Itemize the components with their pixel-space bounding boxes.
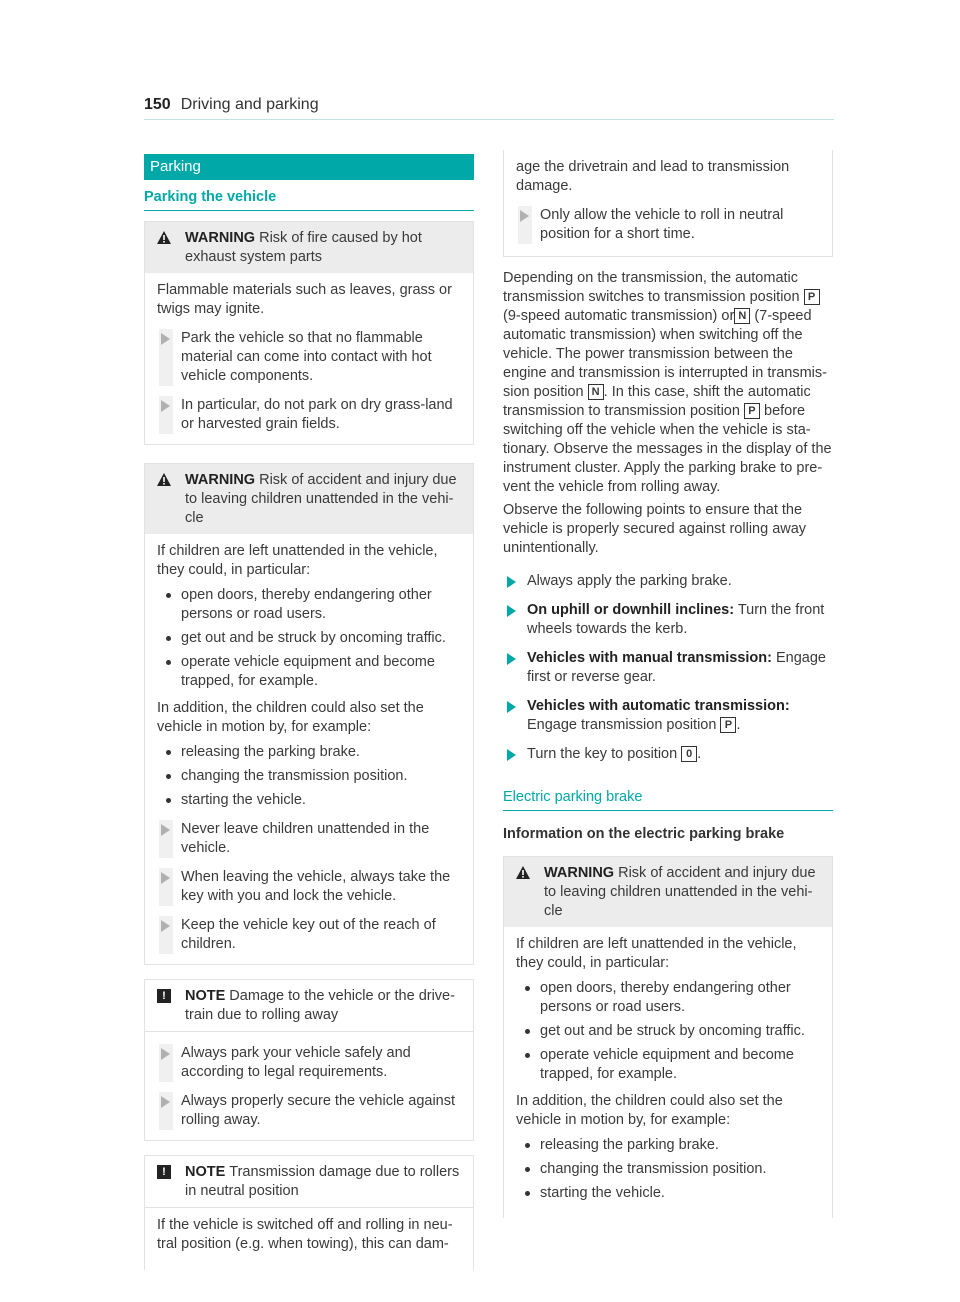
action-step: Never leave children unattended in the vehicle. xyxy=(159,820,461,858)
list-item: changing the transmission position. xyxy=(157,767,461,786)
notice-title: Transmission damage due to rollers in neutral position xyxy=(185,1164,460,1199)
transmission-p-icon: P xyxy=(744,403,760,419)
notice-label: NOTE xyxy=(185,988,226,1004)
list-item: starting the vehicle. xyxy=(516,1184,820,1203)
warning-text: In addition, the children could also set the vehicle in motion by, for example: xyxy=(516,1093,783,1128)
body-paragraph: Depending on the transmission, the automatic transmission switches to transmission position P (9-speed automatic transmission) or N (7-speed automatic transmission) when switching off the vehicle. The power transmission between the engine and transmission is interrupted in transmis-sion position N . In this case, shift the automatic transmission to transmission position P before switching off the vehicle when the vehicle is sta-tionary. Observe the messages in the display of the instrument cluster. Apply the parking brake to pre-vent the vehicle from rolling away. xyxy=(503,270,832,495)
action-step: Park the vehicle so that no flammable material can come into contact with hot vehicle components. xyxy=(159,329,461,386)
step-arrow-icon xyxy=(161,872,170,884)
list-item: get out and be struck by oncoming traffic. xyxy=(516,1022,820,1041)
body-paragraph: Observe the following points to ensure that the vehicle is properly secured against rolling away unintentionally. xyxy=(503,502,807,556)
warning-box xyxy=(503,856,833,1218)
warning-box xyxy=(144,463,474,965)
bullet-list xyxy=(157,586,461,691)
step-arrow-icon xyxy=(161,1096,170,1108)
notice-title: Damage to the vehicle or the drive-train due to rolling away xyxy=(185,988,455,1023)
subsection-title: Information on the electric parking brake xyxy=(503,826,785,842)
list-item: get out and be struck by oncoming traffic. xyxy=(157,629,461,648)
section-title: Electric parking brake xyxy=(503,788,833,811)
key-position-0-icon: 0 xyxy=(681,746,697,762)
transmission-n-icon: N xyxy=(734,308,750,324)
action-step: Turn the key to position 0 . xyxy=(505,745,833,764)
action-step: Always apply the parking brake. xyxy=(505,572,833,591)
warning-triangle-icon xyxy=(157,231,171,245)
transmission-p-icon: P xyxy=(804,289,820,305)
warning-header xyxy=(504,857,832,927)
warning-label: WARNING xyxy=(185,472,256,488)
page-section-title: Driving and parking xyxy=(180,96,319,113)
warning-text: If children are left unattended in the vehicle, they could, in particular: xyxy=(516,936,797,971)
notice-box xyxy=(144,979,474,1141)
step-arrow-icon xyxy=(507,653,516,665)
warning-triangle-icon xyxy=(516,866,530,880)
notice-box-continued xyxy=(503,150,833,257)
section-title: Parking the vehicle xyxy=(144,188,474,211)
step-arrow-icon xyxy=(520,210,529,222)
warning-label: WARNING xyxy=(544,865,615,881)
step-arrow-icon xyxy=(507,576,516,588)
page-header xyxy=(144,95,834,120)
notice-header xyxy=(145,1156,473,1208)
step-arrow-icon xyxy=(161,1048,170,1060)
action-step: When leaving the vehicle, always take the key with you and lock the vehicle. xyxy=(159,868,461,906)
notice-label: NOTE xyxy=(185,1164,226,1180)
list-item: starting the vehicle. xyxy=(157,791,461,810)
warning-text: In addition, the children could also set the vehicle in motion by, for example: xyxy=(157,700,424,735)
bullet-list xyxy=(516,979,820,1084)
warning-triangle-icon xyxy=(157,473,171,487)
notice-header xyxy=(145,980,473,1032)
left-column xyxy=(144,154,474,1270)
action-step: Vehicles with automatic transmission: Engage transmission position P . xyxy=(505,697,833,735)
action-step: In particular, do not park on dry grass-land or harvested grain fields. xyxy=(159,396,461,434)
warning-title: Risk of accident and injury due to leaving children unattended in the vehi-cle xyxy=(544,865,816,919)
list-item: open doors, thereby endangering other persons or road users. xyxy=(516,979,820,1017)
warning-title: Risk of accident and injury due to leaving children unattended in the vehi-cle xyxy=(185,472,457,526)
action-step: Vehicles with manual transmission: Engage first or reverse gear. xyxy=(505,649,833,687)
list-item: operate vehicle equipment and become trapped, for example. xyxy=(157,653,461,691)
notice-text: If the vehicle is switched off and rolling in neu-tral position (e.g. when towing), this can dam- xyxy=(157,1217,453,1252)
list-item: changing the transmission position. xyxy=(516,1160,820,1179)
transmission-n-icon: N xyxy=(588,384,604,400)
right-column xyxy=(503,150,833,1218)
warning-text: Flammable materials such as leaves, grass or twigs may ignite. xyxy=(157,282,452,317)
warning-header xyxy=(145,464,473,534)
step-arrow-icon xyxy=(161,824,170,836)
page-number: 150 xyxy=(144,96,171,113)
warning-title: Risk of fire caused by hot exhaust system parts xyxy=(185,230,422,265)
action-step: On uphill or downhill inclines: Turn the front wheels towards the kerb. xyxy=(505,601,833,639)
step-arrow-icon xyxy=(161,400,170,412)
step-arrow-icon xyxy=(507,605,516,617)
action-step: Keep the vehicle key out of the reach of children. xyxy=(159,916,461,954)
list-item: releasing the parking brake. xyxy=(157,743,461,762)
notice-box xyxy=(144,1155,474,1270)
warning-label: WARNING xyxy=(185,230,256,246)
action-step: Only allow the vehicle to roll in neutral position for a short time. xyxy=(518,206,820,244)
warning-box xyxy=(144,221,474,445)
bullet-list xyxy=(516,1136,820,1203)
warning-text: If children are left unattended in the vehicle, they could, in particular: xyxy=(157,543,438,578)
step-arrow-icon xyxy=(507,701,516,713)
action-step: Always properly secure the vehicle against rolling away. xyxy=(159,1092,461,1130)
notice-exclamation-icon: ! xyxy=(157,989,171,1003)
list-item: operate vehicle equipment and become trapped, for example. xyxy=(516,1046,820,1084)
bullet-list xyxy=(157,743,461,810)
step-arrow-icon xyxy=(161,333,170,345)
notice-text: age the drivetrain and lead to transmission damage. xyxy=(516,159,790,194)
step-arrow-icon xyxy=(161,920,170,932)
chapter-bar: Parking xyxy=(144,154,474,180)
transmission-p-icon: P xyxy=(720,717,736,733)
warning-header xyxy=(145,222,473,273)
action-step: Always park your vehicle safely and according to legal requirements. xyxy=(159,1044,461,1082)
list-item: releasing the parking brake. xyxy=(516,1136,820,1155)
list-item: open doors, thereby endangering other persons or road users. xyxy=(157,586,461,624)
step-arrow-icon xyxy=(507,749,516,761)
notice-exclamation-icon: ! xyxy=(157,1165,171,1179)
